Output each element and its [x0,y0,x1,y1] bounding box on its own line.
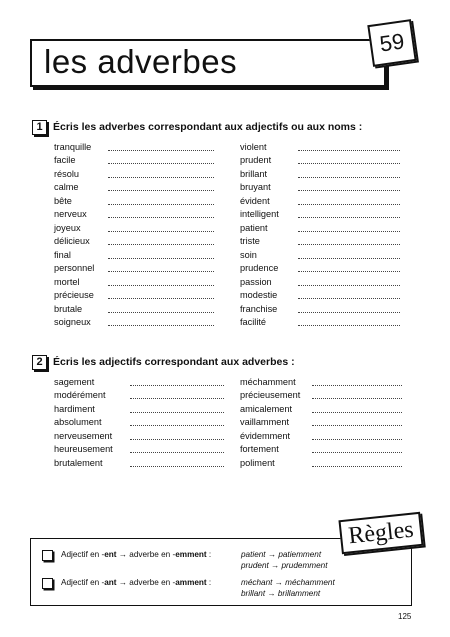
answer-blank[interactable] [108,142,214,151]
answer-blank[interactable] [312,431,402,440]
exercise-word: brillant [240,168,268,179]
exercise-word: nerveux [54,209,87,219]
exercise-row [240,193,400,207]
exercise-word: prudence [240,263,279,273]
exercise-row [240,247,400,261]
exercise-row [54,153,214,167]
exercise-row [240,166,400,180]
exercise-row [240,455,404,469]
answer-blank[interactable] [108,317,214,326]
exercise-word: brutale [54,303,83,314]
rule-1 [42,549,327,571]
checkbox-icon [42,578,53,589]
exercise-word: brutalement [54,457,103,468]
exercise-2-left-column [54,374,224,469]
answer-blank[interactable] [312,390,402,399]
answer-blank[interactable] [130,431,224,440]
exercise-word: facile [54,155,76,165]
exercise-row [54,261,214,275]
exercise-word: mortel [54,276,80,287]
answer-blank[interactable] [108,209,214,218]
exercise-row [54,166,214,180]
answer-blank[interactable] [108,223,214,232]
exercise-word: triste [240,236,260,246]
exercise-row [240,139,400,153]
exercise-word: évident [240,195,270,206]
exercise-word: hardiment [54,403,95,414]
exercise-row [240,220,400,234]
answer-blank[interactable] [298,169,400,178]
answer-blank[interactable] [130,417,224,426]
exercise-row [54,139,214,153]
answer-blank[interactable] [312,458,402,467]
exercise-row [240,428,404,442]
exercise-word: absolument [54,417,102,427]
exercise-row [240,415,404,429]
exercise-1-left-column [54,139,214,328]
exercise-word: tranquille [54,141,92,152]
exercise-row [240,288,400,302]
exercise-word: violent [240,141,267,152]
answer-blank[interactable] [108,169,214,178]
answer-blank[interactable] [312,377,402,386]
exercise-word: nerveusement [54,430,113,441]
exercise-word: amicalement [240,403,293,414]
answer-blank[interactable] [108,236,214,245]
answer-blank[interactable] [298,155,400,164]
exercise-row [54,247,214,261]
exercise-row [54,428,224,442]
exercise-row [240,234,400,248]
exercise-word: précieuse [54,290,94,300]
answer-blank[interactable] [298,304,400,313]
answer-blank[interactable] [108,277,214,286]
exercise-row [54,234,214,248]
checkbox-icon [42,550,53,561]
exercise-word: précieusement [240,390,301,400]
exercise-row [240,301,400,315]
exercise-word: délicieux [54,236,90,246]
exercise-row [240,207,400,221]
exercise-2-badge: 2 [32,355,47,370]
rule-2 [42,577,335,599]
answer-blank[interactable] [298,223,400,232]
exercise-word: intelligent [240,209,279,219]
exercise-row [54,388,224,402]
exercise-row [54,180,214,194]
exercise-row [54,274,214,288]
exercise-word: joyeux [54,222,81,233]
answer-blank[interactable] [108,155,214,164]
exercise-word: évidemment [240,430,291,441]
exercise-2-header [32,354,295,370]
answer-blank[interactable] [130,458,224,467]
exercise-word: prudent [240,155,272,165]
exercise-1-header [32,119,362,135]
exercise-word: résolu [54,168,80,179]
exercise-row [240,374,404,388]
exercise-word: soigneux [54,317,91,327]
exercise-row [240,261,400,275]
exercise-word: sagement [54,376,95,387]
exercise-row [54,442,224,456]
exercise-row [240,315,400,329]
answer-blank[interactable] [298,236,400,245]
answer-blank[interactable] [130,404,224,413]
exercise-word: modérément [54,390,106,400]
exercise-1-instruction: Écris les adverbes correspondant aux adjectifs ou aux noms : [53,121,363,133]
rule-1-text: Adjectif en -ent → adverbe en -emment : [61,550,212,559]
rule-2-examples: méchant → méchamment brillant → brillamment [241,578,335,598]
exercise-row [54,220,214,234]
exercise-word: modestie [240,290,278,300]
exercise-row [240,401,404,415]
answer-blank[interactable] [312,444,402,453]
exercise-row [240,153,400,167]
exercise-row [54,415,224,429]
title-box [30,39,386,87]
answer-blank[interactable] [130,390,224,399]
exercise-word: poliment [240,457,275,468]
exercise-row [240,274,400,288]
exercise-word: soin [240,249,257,260]
exercise-row [54,455,224,469]
page-number: 125 [398,612,412,621]
rule-2-text: Adjectif en -ant → adverbe en -amment : [61,578,212,587]
lesson-number: 59 [367,19,416,67]
exercise-row [240,180,400,194]
answer-blank[interactable] [108,196,214,205]
exercise-2-right-column [240,374,404,469]
exercise-word: heureusement [54,444,113,454]
exercise-word: bête [54,195,72,206]
exercise-word: fortement [240,444,279,454]
answer-blank[interactable] [298,209,400,218]
exercise-row [54,207,214,221]
rule-1-examples: patient → patiemment prudent → prudemment [241,550,328,570]
answer-blank[interactable] [298,317,400,326]
exercise-word: franchise [240,303,278,314]
answer-blank[interactable] [312,404,402,413]
answer-blank[interactable] [298,277,400,286]
answer-blank[interactable] [108,182,214,191]
page-title: les adverbes [44,43,238,80]
exercise-word: facilité [240,317,267,327]
answer-blank[interactable] [298,142,400,151]
answer-blank[interactable] [312,417,402,426]
exercise-row [240,442,404,456]
exercise-row [54,193,214,207]
exercise-1-right-column [240,139,400,328]
exercise-row [54,315,214,329]
exercise-word: passion [240,276,272,287]
exercise-row [54,401,224,415]
exercise-word: patient [240,222,268,233]
exercise-row [240,388,404,402]
answer-blank[interactable] [298,196,400,205]
exercise-1-badge: 1 [32,120,47,135]
answer-blank[interactable] [298,182,400,191]
answer-blank[interactable] [298,250,400,259]
answer-blank[interactable] [108,250,214,259]
answer-blank[interactable] [298,263,400,272]
answer-blank[interactable] [108,304,214,313]
answer-blank[interactable] [108,263,214,272]
exercise-word: final [54,249,71,260]
exercise-row [54,374,224,388]
answer-blank[interactable] [130,377,224,386]
answer-blank[interactable] [130,444,224,453]
exercise-word: méchamment [240,376,296,387]
exercise-row [54,301,214,315]
exercise-word: personnel [54,263,95,273]
exercise-word: bruyant [240,182,271,192]
exercise-word: vaillamment [240,417,290,427]
exercise-2-instruction: Écris les adjectifs correspondant aux adverbes : [53,356,295,368]
exercise-row [54,288,214,302]
rules-label: Règles [338,512,423,554]
exercise-word: calme [54,182,79,192]
answer-blank[interactable] [298,290,400,299]
answer-blank[interactable] [108,290,214,299]
